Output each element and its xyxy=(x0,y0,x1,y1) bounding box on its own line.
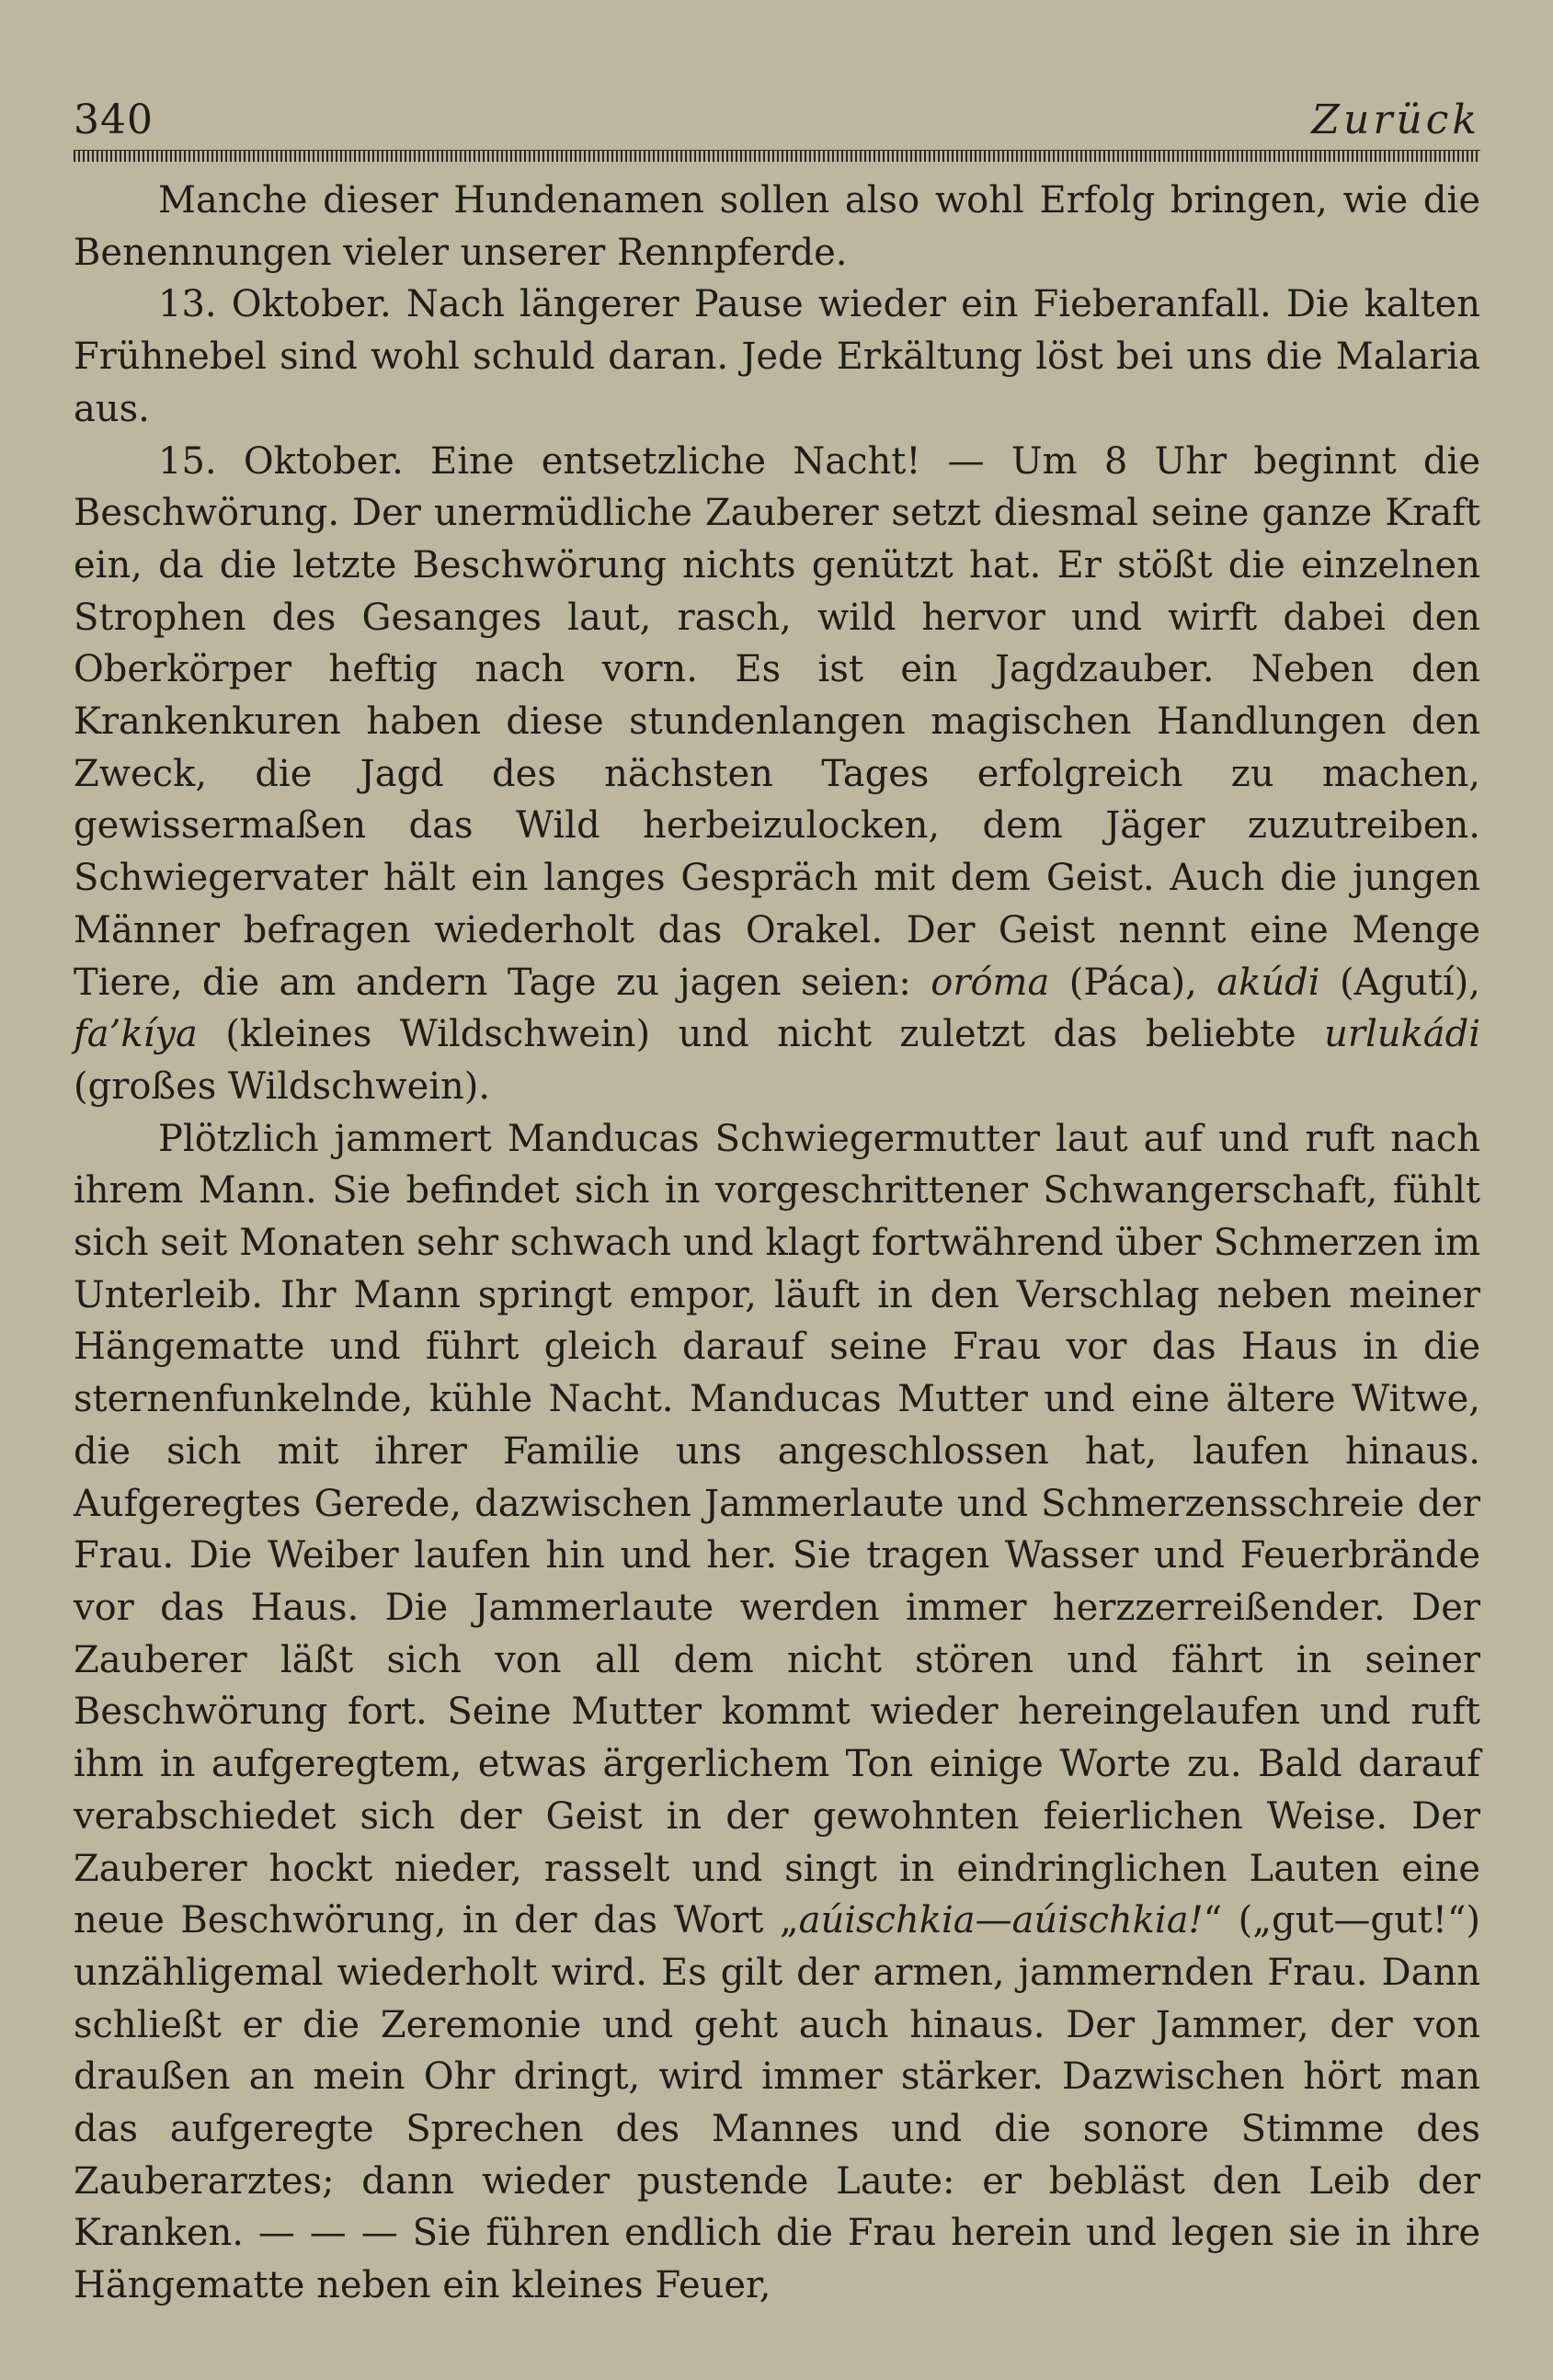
page-header xyxy=(74,97,1480,152)
gloss-kleines-wildschwein: (kleines Wildschwein) und nicht zuletzt das beliebte xyxy=(197,1013,1325,1056)
chant-word: aúischkia—aúischkia! xyxy=(798,1899,1204,1942)
running-head: Zurück xyxy=(1311,97,1480,143)
paragraph-4-text: Plötzlich jammert Manducas Schwiegermutter laut auf und ruft nach ihrem Mann. Sie befindet sich in vorgeschrittener Schwangerschaft, fühlt sich seit Monaten sehr schwach und klagt fortwährend über Schmerzen im Unterleib. Ihr Mann springt empor, läuft in den Verschlag neben meiner Hängematte und führt gleich darauf seine Frau vor das Haus in die sternenfunkelnde, kühle Nacht. Manducas Mutter und eine ältere Witwe, die sich mit ihrer Familie uns angeschlossen hat, laufen hinaus. Aufgeregtes Gerede, dazwischen Jammerlaute und Schmerzensschreie der Frau. Die Weiber laufen hin und her. Sie tragen Wasser und Feuerbrände vor das Haus. Die Jammerlaute werden immer herzzerreißender. Der Zauberer läßt sich von all dem nicht stören und fährt in seiner Beschwörung fort. Seine Mutter kommt wieder hereingelaufen und ruft ihm in aufgeregtem, etwas ärgerlichem Ton einige Worte zu. Bald darauf verabschiedet sich der Geist in der gewohnten feierlichen Weise. Der Zauberer hockt nieder, rasselt und singt in eindringlichen Lauten eine neue Beschwörung, in der das Wort „ xyxy=(74,1117,1480,1942)
paragraph-4-text-continued: “ („gut—gut!“) unzähligemal wiederholt wird. Es gilt der armen, jammernden Frau. Dann schließt er die Zeremonie und geht auch hinaus. Der Jammer, der von draußen an mein Ohr dringt, wird immer stärker. Dazwischen hört man das aufgeregte Sprechen des Mannes und die sonore Stimme des Zauberarztes; dann wieder pustende Laute: er bebläst den Leib der Kranken. — — — Sie führen endlich die Frau herein und legen sie in ihre Hängematte neben ein kleines Feuer, xyxy=(74,1899,1480,2307)
paragraph-3-text: 15. Oktober. Eine entsetzliche Nacht! — Um 8 Uhr beginnt die Beschwörung. Der unermüdliche Zauberer setzt diesmal seine ganze Kraft ein, da die letzte Beschwörung nichts genützt hat. Er stößt die einzelnen Strophen des Gesanges laut, rasch, wild hervor und wirft dabei den Oberkörper heftig nach vorn. Es ist ein Jagdzauber. Neben den Krankenkuren haben diese stundenlangen magischen Handlungen den Zweck, die Jagd des nächsten Tages erfolgreich zu machen, gewissermaßen das Wild herbeizulocken, dem Jäger zuzutreiben. Schwiegervater hält ein langes Gespräch mit dem Geist. Auch die jungen Männer befragen wiederholt das Orakel. Der Geist nennt eine Menge Tiere, die am andern Tage zu jagen seien: xyxy=(74,439,1480,1004)
body-text xyxy=(74,175,1480,2312)
paragraph-3 xyxy=(74,436,1480,1113)
term-urlukadi: urlukádi xyxy=(1324,1013,1480,1056)
page-number: 340 xyxy=(74,97,154,143)
paragraph-1: Manche dieser Hundenamen sollen also wohl Erfolg bringen, wie die Benennungen vieler unserer Rennpferde. xyxy=(74,179,1480,274)
header-rule xyxy=(74,150,1480,162)
gloss-aguti: (Agutí), xyxy=(1319,961,1481,1004)
term-akudi: akúdi xyxy=(1216,961,1320,1004)
paragraph-4 xyxy=(74,1113,1480,2312)
term-fakiya: fa’kíya xyxy=(74,1013,198,1056)
paragraph-2: 13. Oktober. Nach längerer Pause wieder ein Fieberanfall. Die kalten Frühnebel sind wohl schuld daran. Jede Erkältung löst bei uns die Malaria aus. xyxy=(74,283,1480,430)
gloss-paca: (Páca), xyxy=(1049,961,1217,1004)
gloss-grosses-wildschwein: (großes Wildschwein). xyxy=(74,1065,491,1108)
term-oroma: oróma xyxy=(931,961,1050,1004)
